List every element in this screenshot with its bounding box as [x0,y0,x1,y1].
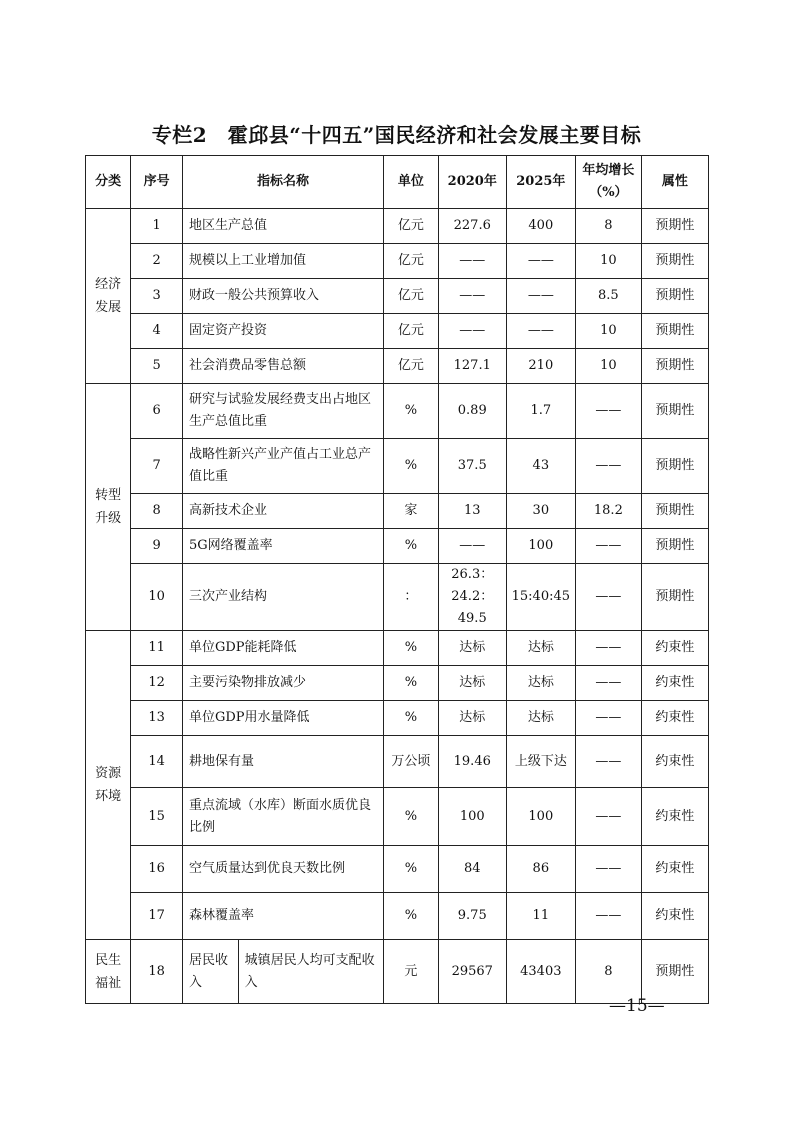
row-2020: 227.6 [438,209,506,244]
row-2020: 达标 [438,701,506,736]
header-growth: 年均增长（%） [575,156,641,209]
row-unit: % [384,631,439,666]
header-row [86,156,709,209]
row-name: 高新技术企业 [182,494,383,529]
table-row [86,940,709,1004]
category-economy: 经济发展 [86,209,131,384]
row-name: 三次产业结构 [182,564,383,631]
row-2025: 11 [506,893,575,940]
row-2025: 达标 [506,701,575,736]
row-attr: 预期性 [641,244,708,279]
row-unit: % [384,788,439,846]
row-growth: —— [575,788,641,846]
table-row [86,666,709,701]
row-2020: 26.3：24.2：49.5 [438,564,506,631]
row-attr: 预期性 [641,564,708,631]
row-no: 18 [131,940,183,1004]
table-row [86,529,709,564]
row-unit: 亿元 [384,279,439,314]
header-attr: 属性 [641,156,708,209]
indicators-table [85,155,709,1004]
header-2020: 2020年 [438,156,506,209]
row-2025: 400 [506,209,575,244]
row-unit: % [384,529,439,564]
row-attr: 预期性 [641,349,708,384]
row-growth: 10 [575,314,641,349]
row-name: 重点流域（水库）断面水质优良比例 [182,788,383,846]
row-2020: —— [438,279,506,314]
row-no: 11 [131,631,183,666]
header-category: 分类 [86,156,131,209]
row-2025: 上级下达 [506,736,575,788]
row-attr: 预期性 [641,439,708,494]
row-attr: 预期性 [641,940,708,1004]
row-2025: 达标 [506,631,575,666]
row-growth: 10 [575,244,641,279]
row-no: 1 [131,209,183,244]
row-name: 耕地保有量 [182,736,383,788]
row-2020: 9.75 [438,893,506,940]
table-row [86,244,709,279]
header-unit: 单位 [384,156,439,209]
row-2020: 29567 [438,940,506,1004]
row-2025: 达标 [506,666,575,701]
row-2025: —— [506,314,575,349]
row-no: 6 [131,384,183,439]
row-unit: % [384,893,439,940]
row-attr: 约束性 [641,631,708,666]
row-growth: —— [575,384,641,439]
header-2025: 2025年 [506,156,575,209]
row-name-sub: 城镇居民人均可支配收入 [238,940,383,1004]
row-growth: —— [575,439,641,494]
row-2020: 13 [438,494,506,529]
row-2020: —— [438,529,506,564]
row-2020: —— [438,244,506,279]
row-no: 7 [131,439,183,494]
row-attr: 预期性 [641,279,708,314]
row-unit: % [384,384,439,439]
row-name: 主要污染物排放减少 [182,666,383,701]
row-growth: 8 [575,940,641,1004]
row-2025: 86 [506,846,575,893]
row-name: 规模以上工业增加值 [182,244,383,279]
row-unit: % [384,666,439,701]
row-name-main: 居民收入 [182,940,238,1004]
row-growth: —— [575,701,641,736]
row-unit: 亿元 [384,244,439,279]
row-2020: 37.5 [438,439,506,494]
row-no: 12 [131,666,183,701]
row-growth: —— [575,631,641,666]
table-row [86,788,709,846]
row-name: 地区生产总值 [182,209,383,244]
row-2020: —— [438,314,506,349]
table-row [86,384,709,439]
table-row [86,564,709,631]
row-unit: % [384,701,439,736]
row-2020: 达标 [438,631,506,666]
row-growth: —— [575,846,641,893]
row-unit: 万公顷 [384,736,439,788]
row-no: 10 [131,564,183,631]
table-row [86,893,709,940]
table-row [86,846,709,893]
row-2025: 43403 [506,940,575,1004]
row-growth: 18.2 [575,494,641,529]
category-transform: 转型升级 [86,384,131,631]
table-row [86,439,709,494]
header-name: 指标名称 [182,156,383,209]
row-2025: 15:40:45 [506,564,575,631]
row-2020: 达标 [438,666,506,701]
row-name: 5G网络覆盖率 [182,529,383,564]
row-unit: % [384,846,439,893]
row-no: 13 [131,701,183,736]
row-no: 14 [131,736,183,788]
row-growth: —— [575,529,641,564]
row-no: 16 [131,846,183,893]
row-growth: —— [575,893,641,940]
row-2025: —— [506,279,575,314]
row-attr: 预期性 [641,314,708,349]
row-name: 战略性新兴产业产值占工业总产值比重 [182,439,383,494]
row-growth: 10 [575,349,641,384]
row-attr: 约束性 [641,846,708,893]
row-growth: —— [575,564,641,631]
row-name: 单位GDP用水量降低 [182,701,383,736]
row-attr: 预期性 [641,529,708,564]
header-seq: 序号 [131,156,183,209]
row-2025: 100 [506,529,575,564]
row-no: 8 [131,494,183,529]
row-no: 5 [131,349,183,384]
row-name: 研究与试验发展经费支出占地区生产总值比重 [182,384,383,439]
row-unit: 亿元 [384,209,439,244]
row-no: 2 [131,244,183,279]
row-unit: 元 [384,940,439,1004]
row-no: 15 [131,788,183,846]
row-attr: 预期性 [641,209,708,244]
row-unit: 亿元 [384,314,439,349]
row-2025: 1.7 [506,384,575,439]
table-row [86,494,709,529]
row-attr: 预期性 [641,384,708,439]
row-attr: 约束性 [641,893,708,940]
row-2020: 127.1 [438,349,506,384]
row-growth: 8.5 [575,279,641,314]
row-name: 固定资产投资 [182,314,383,349]
table-row [86,349,709,384]
row-growth: 8 [575,209,641,244]
row-attr: 约束性 [641,701,708,736]
row-2020: 100 [438,788,506,846]
row-2020: 0.89 [438,384,506,439]
category-welfare: 民生福祉 [86,940,131,1004]
category-resource: 资源环境 [86,631,131,940]
page-number: —15— [609,996,665,1016]
table-row [86,701,709,736]
row-name: 财政一般公共预算收入 [182,279,383,314]
row-2025: 43 [506,439,575,494]
row-2025: —— [506,244,575,279]
table-row [86,631,709,666]
row-2025: 30 [506,494,575,529]
row-no: 3 [131,279,183,314]
row-no: 9 [131,529,183,564]
row-name: 社会消费品零售总额 [182,349,383,384]
row-growth: —— [575,666,641,701]
row-attr: 约束性 [641,666,708,701]
table-row [86,279,709,314]
row-no: 4 [131,314,183,349]
row-growth: —— [575,736,641,788]
row-attr: 约束性 [641,788,708,846]
row-name: 森林覆盖率 [182,893,383,940]
row-2020: 19.46 [438,736,506,788]
row-unit: 亿元 [384,349,439,384]
row-unit: % [384,439,439,494]
row-2025: 210 [506,349,575,384]
row-unit: ： [384,564,439,631]
row-2020: 84 [438,846,506,893]
table-row [86,736,709,788]
row-unit: 家 [384,494,439,529]
row-name: 空气质量达到优良天数比例 [182,846,383,893]
page-title: 专栏2 霍邱县“十四五”国民经济和社会发展主要目标 [151,123,642,147]
row-name: 单位GDP能耗降低 [182,631,383,666]
row-2025: 100 [506,788,575,846]
row-attr: 约束性 [641,736,708,788]
row-attr: 预期性 [641,494,708,529]
row-no: 17 [131,893,183,940]
table-row [86,314,709,349]
table-row [86,209,709,244]
